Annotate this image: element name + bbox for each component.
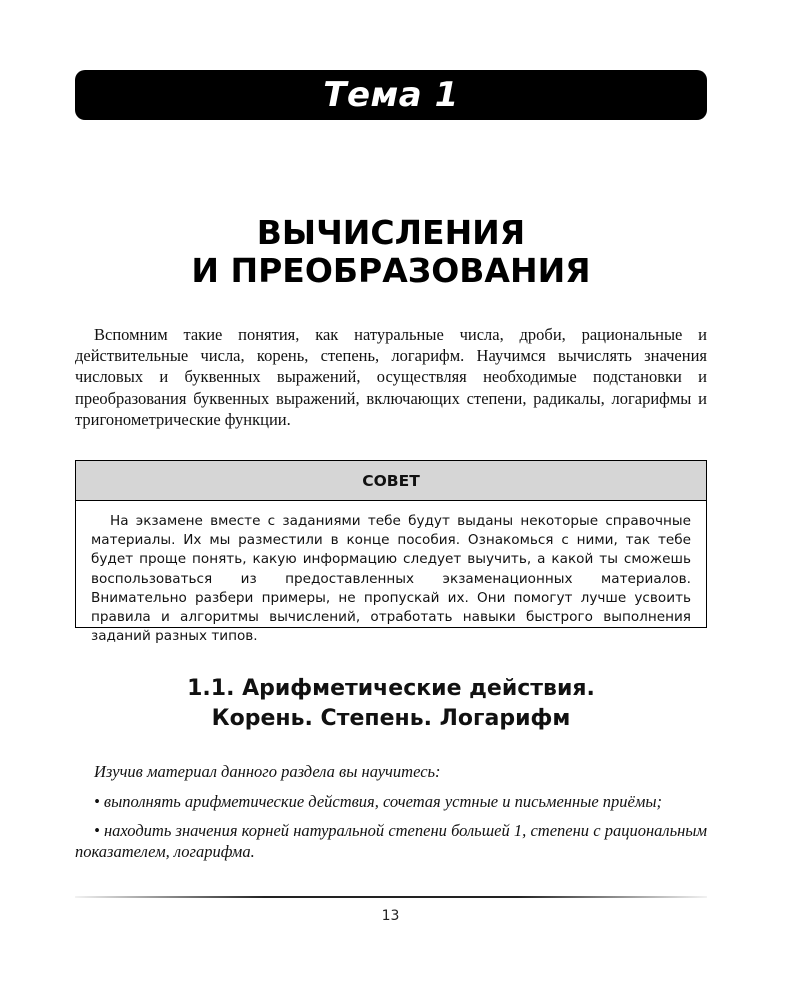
section-title [75, 674, 707, 734]
outcomes-lead: Изучив материал данного раздела вы научитесь: [94, 762, 441, 781]
chapter-title-line-1: ВЫЧИСЛЕНИЯ [256, 213, 526, 252]
intro-paragraph: Вспомним такие понятия, как натуральные числа, дроби, рациональные и действительные числа, корень, степень, логарифм. Научимся вычислять значения числовых и буквенных выражений, осуществляя необходимые подстановки и преобразования буквенных выражений, включающих степени, радикалы, логарифмы и тригонометрические функции. [75, 325, 707, 429]
learning-outcomes [75, 762, 707, 871]
chapter-title-line-2: И ПРЕОБРАЗОВАНИЯ [191, 251, 591, 290]
tip-box [75, 460, 707, 645]
section-title-line-1: 1.1. Арифметические действия. [187, 676, 595, 701]
section-title-line-2: Корень. Степень. Логарифм [211, 706, 571, 731]
tip-heading: СОВЕТ [76, 461, 706, 501]
outcome-item: • выполнять арифметические действия, сочетая устные и письменные приёмы; [94, 791, 663, 811]
tip-text: На экзамене вместе с заданиями тебе будут выданы некоторые справочные материалы. Их мы разместили в конце пособия. Ознакомься с ними, так тебе будет проще понять, какую информацию следует выучить, а какой ты сможешь воспользоваться из предоставленных экзаменационных материалов. Внимательно разбери примеры, не пропускай их. Они помогут лучше усвоить правила и алгоритмы вычислений, отработать навыки быстрого выполнения заданий разных типов. [91, 513, 691, 645]
footer-divider [75, 896, 707, 898]
topic-banner [75, 70, 707, 120]
chapter-title [75, 214, 707, 290]
page-number: 13 [381, 908, 400, 924]
topic-label: Тема 1 [323, 75, 459, 115]
outcome-item: • находить значения корней натуральной степени большей 1, степени с рациональным показателем, логарифма. [75, 821, 707, 861]
